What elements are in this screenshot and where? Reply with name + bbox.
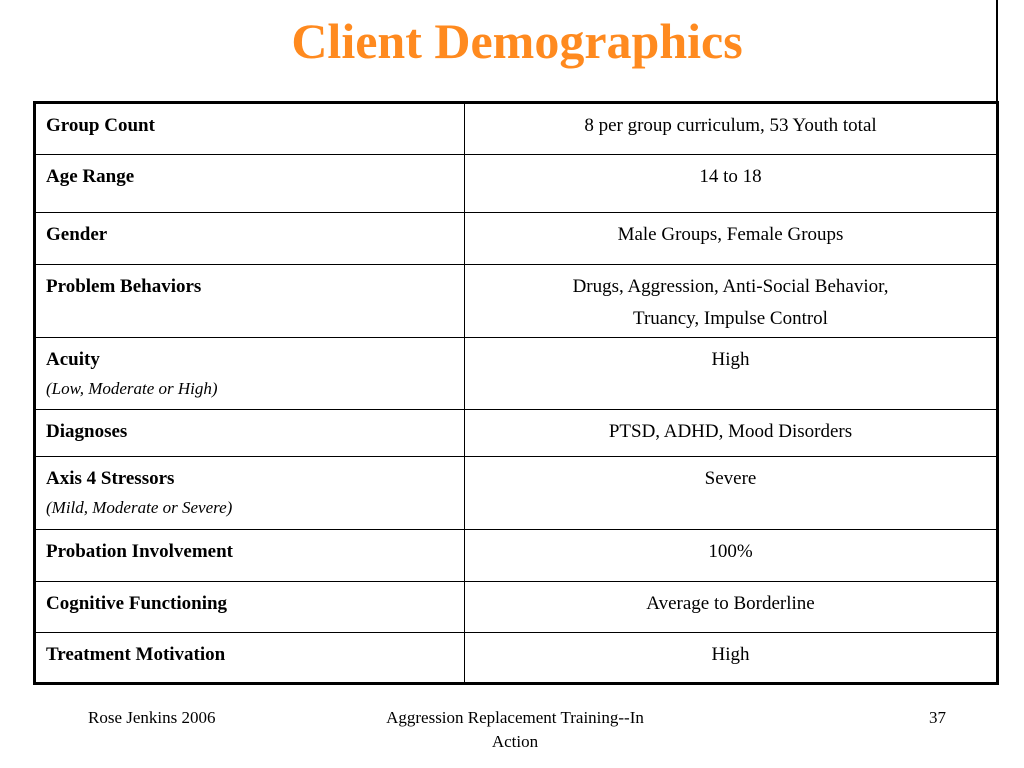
- row-value-cell: [465, 213, 998, 265]
- row-value-cell: [465, 530, 998, 582]
- row-value-cell: [465, 457, 998, 530]
- table-row: [35, 103, 998, 155]
- table-row: [35, 213, 998, 265]
- row-label-cell: [35, 410, 465, 457]
- row-sublabel: (Mild, Moderate or Severe): [46, 498, 233, 517]
- row-label: Axis 4 Stressors: [46, 468, 175, 489]
- row-value-cell: [465, 582, 998, 633]
- row-label: Gender: [46, 224, 108, 245]
- row-value-cell: [465, 155, 998, 213]
- row-value: Male Groups, Female Groups: [617, 224, 844, 245]
- row-label: Problem Behaviors: [46, 276, 202, 297]
- row-label: Probation Involvement: [46, 541, 234, 562]
- row-value: 100%: [708, 541, 753, 562]
- table-row: [35, 582, 998, 633]
- row-label-cell: [35, 265, 465, 338]
- row-label-cell: [35, 103, 465, 155]
- footer-title-line-2: Action: [491, 732, 539, 751]
- footer-page-number: 37: [929, 708, 946, 727]
- table-row: [35, 265, 998, 338]
- row-label: Age Range: [46, 166, 135, 187]
- row-value: High: [711, 644, 750, 665]
- row-label: Acuity: [46, 349, 100, 370]
- row-label: Treatment Motivation: [46, 644, 226, 665]
- row-value-line-2: Truancy, Impulse Control: [633, 308, 828, 329]
- row-label: Diagnoses: [46, 421, 128, 442]
- row-value-cell: [465, 410, 998, 457]
- row-sublabel: (Low, Moderate or High): [46, 379, 218, 398]
- footer-presentation-title: [330, 706, 700, 754]
- row-value: Severe: [704, 468, 757, 489]
- row-label-cell: [35, 582, 465, 633]
- footer-author: Rose Jenkins 2006: [88, 708, 216, 727]
- row-label-cell: [35, 633, 465, 684]
- row-value: High: [711, 349, 750, 370]
- row-value-cell: [465, 103, 998, 155]
- row-value: Drugs, Aggression, Anti-Social Behavior,: [572, 276, 889, 297]
- table-row: [35, 338, 998, 410]
- row-label-cell: [35, 213, 465, 265]
- row-value: PTSD, ADHD, Mood Disorders: [608, 421, 853, 442]
- table-row: [35, 457, 998, 530]
- row-label-cell: [35, 457, 465, 530]
- table-row: [35, 633, 998, 684]
- row-label-cell: [35, 338, 465, 410]
- row-label: Cognitive Functioning: [46, 593, 228, 614]
- row-value: 8 per group curriculum, 53 Youth total: [584, 115, 877, 136]
- row-label-cell: [35, 155, 465, 213]
- footer-title-line-1: Aggression Replacement Training--In: [386, 708, 644, 727]
- row-label-cell: [35, 530, 465, 582]
- table-row: [35, 410, 998, 457]
- row-value-cell: [465, 633, 998, 684]
- row-label: Group Count: [46, 115, 155, 136]
- slide-title: Client Demographics: [291, 13, 743, 69]
- table-row: [35, 530, 998, 582]
- table-row: [35, 155, 998, 213]
- row-value: 14 to 18: [699, 166, 762, 187]
- demographics-table: [33, 101, 999, 685]
- row-value-cell: [465, 338, 998, 410]
- row-value-cell: [465, 265, 998, 338]
- row-value: Average to Borderline: [646, 593, 815, 614]
